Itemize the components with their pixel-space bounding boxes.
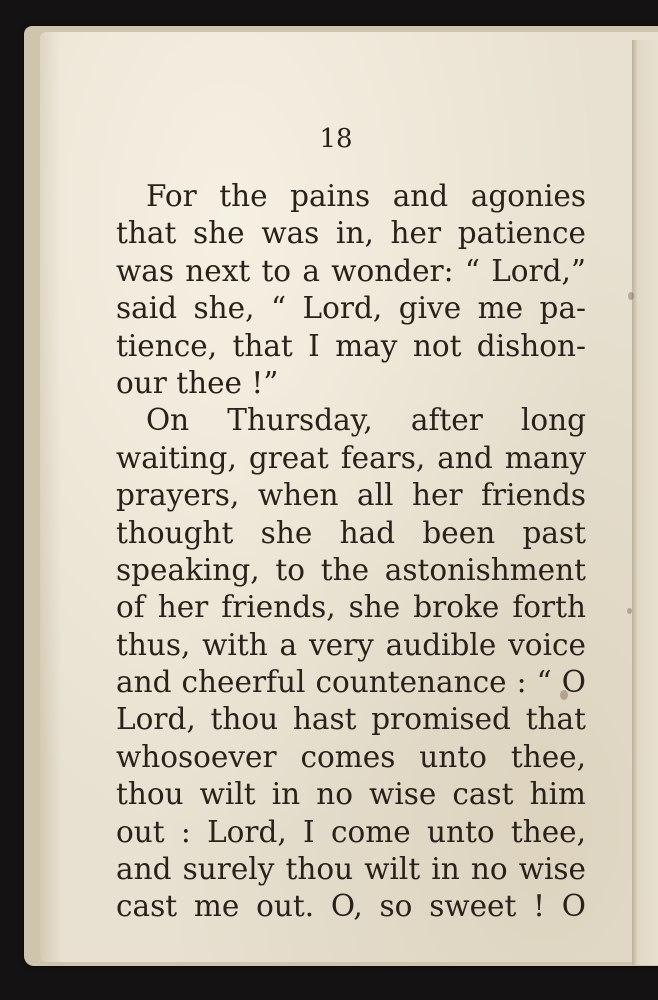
- text-line: tience, that I may not dishon-: [116, 328, 586, 363]
- text-line: On Thursday, after long: [146, 403, 586, 438]
- text-line: out : Lord, I come unto thee,: [116, 814, 586, 849]
- text-line: cast me out. O, so sweet ! O: [116, 889, 586, 924]
- text-line: waiting, great fears, and many: [116, 440, 586, 475]
- text-line: was next to a wonder: “ Lord,”: [116, 253, 586, 288]
- text-line: prayers, when all her friends: [116, 478, 586, 513]
- text-line: that she was in, her patience: [116, 216, 586, 251]
- text-line: speaking, to the astonishment: [116, 552, 586, 587]
- ink-spot: [628, 292, 634, 300]
- text-line: thought she had been past: [116, 515, 586, 550]
- ink-spot: [627, 608, 632, 614]
- text-line: thou wilt in no wise cast him: [116, 777, 586, 812]
- text-line: and cheerful countenance : “ O: [116, 665, 586, 700]
- text-line: thus, with a very audible voice: [116, 627, 586, 662]
- body-text: [116, 178, 586, 926]
- text-line: Lord, thou hast promised that: [116, 702, 586, 737]
- text-line: whosoever comes unto thee,: [116, 739, 586, 774]
- text-line: and surely thou wilt in no wise: [116, 852, 586, 887]
- text-line: our thee !”: [116, 365, 279, 400]
- text-line: of her friends, she broke forth: [116, 590, 586, 625]
- text-line: For the pains and agonies: [146, 179, 586, 213]
- facing-page-edge: [632, 40, 658, 965]
- text-line: said she, “ Lord, give me pa-: [116, 291, 586, 326]
- page-number: 18: [319, 124, 353, 154]
